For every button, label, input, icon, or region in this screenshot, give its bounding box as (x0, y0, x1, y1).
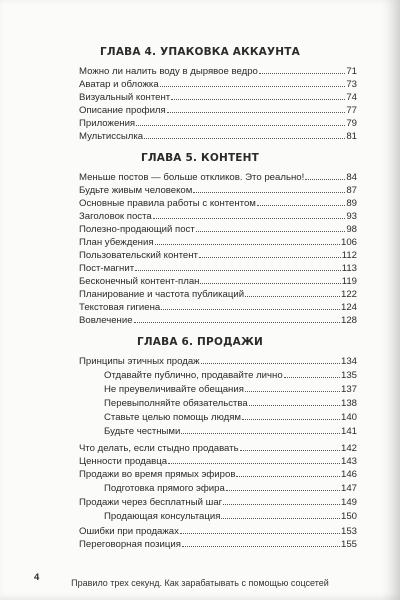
running-footer: Правило трех секунд. Как зарабатывать с помощью соцсетей (71, 578, 329, 588)
dot-leader (226, 490, 340, 491)
toc-entry (79, 442, 357, 455)
chapter-heading: ГЛАВА 5. КОНТЕНТ (140, 152, 260, 164)
toc-subentry (104, 411, 357, 424)
toc-subentry (104, 510, 357, 523)
toc-entry-title: Будьте честными (104, 426, 181, 437)
dot-leader (160, 86, 346, 87)
toc-entry (79, 236, 357, 249)
toc-subentry (104, 369, 357, 382)
toc-entry (79, 117, 357, 130)
toc-entry-title: Пользовательский контент (79, 250, 198, 261)
toc-entry-title: Можно ли налить воду в дырявое ведро (79, 66, 258, 77)
toc-entry-page: 112 (341, 250, 357, 261)
toc-entry-page: 140 (340, 412, 357, 423)
toc-entry-page: 142 (340, 443, 357, 454)
toc-entry-title: Что делать, если стыдно продавать (79, 443, 239, 454)
toc-entry-page: 106 (340, 237, 357, 248)
dot-leader (196, 231, 346, 232)
toc-entry-page: 74 (346, 92, 357, 103)
toc-entry-page: 113 (341, 263, 357, 274)
dot-leader (242, 419, 340, 420)
toc-entry-page: 155 (340, 539, 357, 550)
toc-entry-page: 73 (346, 79, 357, 90)
toc-entry-page: 141 (340, 426, 357, 437)
toc-entry (79, 130, 357, 143)
toc-entry-page: 149 (340, 497, 357, 508)
page-number: 4 (34, 572, 40, 583)
toc-entry-title: Меньше постов — больше откликов. Это реально! (79, 172, 305, 183)
dot-leader (193, 192, 345, 193)
toc-entry-page: 124 (340, 302, 357, 313)
dot-leader (221, 518, 340, 519)
toc-entry-title: Визуальный контент (79, 92, 171, 103)
toc-entry (79, 275, 357, 288)
toc-entry-page: 138 (340, 398, 357, 409)
toc-entry-title: Заголовок поста (79, 211, 152, 222)
toc-entry-page: 150 (340, 511, 357, 522)
toc-entry (79, 184, 357, 197)
toc-entry-title: Не преувеличивайте обещания (104, 384, 244, 395)
dot-leader (136, 125, 345, 126)
dot-leader (181, 433, 340, 434)
dot-leader (245, 296, 340, 297)
dot-leader (182, 546, 340, 547)
toc-entry (79, 210, 357, 223)
dot-leader (240, 450, 340, 451)
toc-entry (79, 65, 357, 78)
toc-entry (79, 78, 357, 91)
toc-entry-page: 128 (340, 315, 357, 326)
toc-entry (79, 249, 357, 262)
toc-entry-title: Планирование и частота публикаций (79, 289, 245, 300)
dot-leader (223, 504, 340, 505)
toc-entry-page: 93 (346, 211, 357, 222)
toc-entry-title: Бесконечный контент-план (79, 276, 200, 287)
dot-leader (245, 391, 340, 392)
toc-subentry (104, 397, 357, 410)
dot-leader (171, 99, 345, 100)
toc-entry-page: 98 (346, 224, 357, 235)
toc-entry (79, 171, 357, 184)
dot-leader (161, 309, 340, 310)
toc-subentry (104, 425, 357, 438)
dot-leader (284, 377, 340, 378)
dot-leader (257, 205, 345, 206)
toc-entry-title: Продажи во время прямых эфиров (79, 469, 236, 480)
dot-leader (249, 405, 340, 406)
toc-entry-page: 143 (340, 456, 357, 467)
toc-entry-page: 119 (341, 276, 357, 287)
toc-entry-page: 134 (340, 356, 357, 367)
toc-entry-page: 77 (346, 105, 357, 116)
toc-entry (79, 301, 357, 314)
toc-entry-title: Будьте живым человеком (79, 185, 193, 196)
toc-entry (79, 538, 357, 551)
dot-leader (180, 533, 340, 534)
toc-entry (79, 496, 357, 509)
toc-entry-title: Отдавайте публично, продавайте лично (104, 370, 283, 381)
toc-entry-title: Продающая консультация (104, 511, 221, 522)
toc-entry-page: 84 (346, 172, 357, 183)
toc-subentry (104, 482, 357, 495)
toc-entry-title: План убеждения (79, 237, 154, 248)
toc-entry-page: 81 (346, 131, 357, 142)
toc-entry-title: Полезно-продающий пост (79, 224, 195, 235)
toc-entry-title: Описание профиля (79, 105, 166, 116)
toc-entry-title: Перевыполняйте обязательства (104, 398, 248, 409)
toc-entry-page: 79 (346, 118, 357, 129)
toc-entry (79, 262, 357, 275)
toc-entry (79, 455, 357, 468)
toc-entry (79, 314, 357, 327)
toc-entry-title: Ошибки при продажах (79, 526, 179, 537)
dot-leader (168, 463, 340, 464)
toc-entry-title: Текстовая гигиена (79, 302, 161, 313)
toc-subentry (104, 383, 357, 396)
toc-entry (79, 355, 357, 368)
toc-entry-page: 122 (340, 289, 357, 300)
toc-entry (79, 197, 357, 210)
toc-entry-page: 146 (340, 469, 357, 480)
toc-entry (79, 468, 357, 481)
dot-leader (200, 283, 340, 284)
toc-entry (79, 525, 357, 538)
dot-leader (236, 476, 340, 477)
toc-entry-title: Ставьте целью помощь людям (104, 412, 242, 423)
dot-leader (153, 218, 346, 219)
toc-entry-title: Принципы этичных продаж (79, 356, 200, 367)
chapter-heading: ГЛАВА 6. ПРОДАЖИ (136, 336, 263, 348)
dot-leader (167, 112, 346, 113)
toc-entry (79, 91, 357, 104)
chapter-heading: ГЛАВА 4. УПАКОВКА АККАУНТА (100, 46, 300, 58)
toc-entry-title: Переговорная позиция (79, 539, 181, 550)
toc-entry-page: 147 (340, 483, 357, 494)
dot-leader (259, 73, 345, 74)
toc-entry-title: Мультиссылка (79, 131, 144, 142)
toc-entry (79, 104, 357, 117)
toc-entry-page: 71 (346, 66, 357, 77)
dot-leader (199, 257, 341, 258)
dot-leader (134, 322, 340, 323)
dot-leader (305, 179, 345, 180)
toc-entry-title: Вовлечение (79, 315, 133, 326)
toc-entry-title: Ценности продавца (79, 456, 168, 467)
toc-entry-page: 89 (346, 198, 357, 209)
toc-entry (79, 288, 357, 301)
page-spine-shadow (382, 0, 400, 600)
dot-leader (201, 363, 340, 364)
toc-entry-title: Приложения (79, 118, 136, 129)
toc-entry-page: 135 (340, 370, 357, 381)
toc-entry-title: Аватар и обложка (79, 79, 159, 90)
toc-entry-title: Продажи через бесплатный шаг (79, 497, 223, 508)
dot-leader (144, 138, 345, 139)
toc-entry-title: Пост-магнит (79, 263, 135, 274)
toc-entry-page: 153 (340, 526, 357, 537)
toc-entry-page: 137 (340, 384, 357, 395)
toc-entry-title: Основные правила работы с контентом (79, 198, 256, 209)
dot-leader (155, 244, 340, 245)
toc-entry-title: Подготовка прямого эфира (104, 483, 225, 494)
toc-entry-page: 87 (346, 185, 357, 196)
dot-leader (135, 270, 341, 271)
toc-entry (79, 223, 357, 236)
